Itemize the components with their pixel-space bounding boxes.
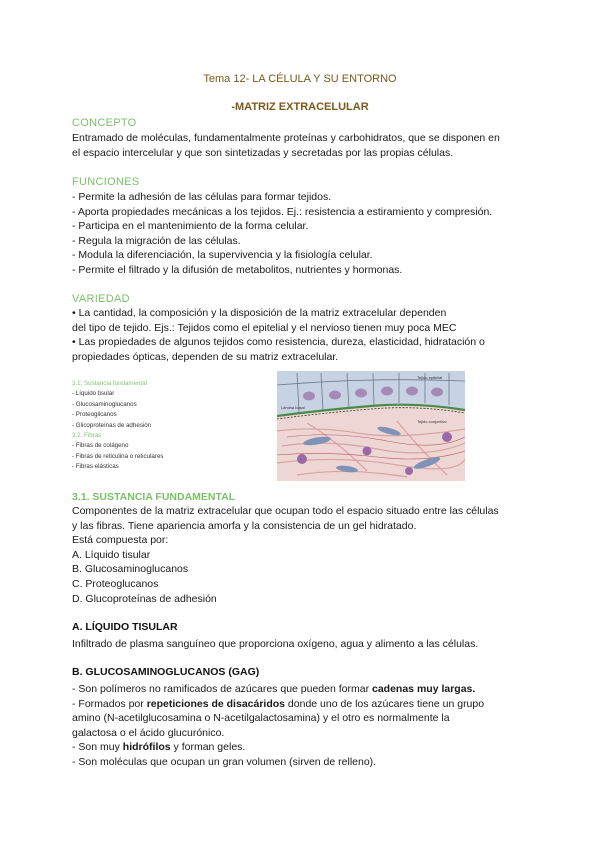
list-item: - Regula la migración de las células. [72, 234, 241, 247]
gag-line [72, 740, 484, 755]
list-item: - Participa en el mantenimiento de la forma celular. [72, 220, 309, 233]
text-run: y forman geles. [170, 741, 246, 754]
gag-line: galactosa o el ácido glucurónico. [72, 726, 225, 739]
variedad-line: del tipo de tejido. Ejs.: Tejidos como el epitelial y el nervioso tienen muy poca MEC [72, 321, 457, 334]
gag-line: amino (N-acetilglucosamina o N-acetilgalactosamina) y el otro es normalmente la [72, 712, 450, 725]
legend-item: - Glucosaminoglucanos [72, 400, 137, 408]
bold-run: hidrófilos [122, 741, 171, 754]
gag-line: - Son moléculas que ocupan un gran volumen (sirven de relleno). [72, 755, 377, 768]
gag-line [72, 682, 484, 697]
sustancia-heading: 3.1. SUSTANCIA FUNDAMENTAL [72, 491, 236, 503]
figure-legend [72, 379, 163, 473]
legend-item: - Fibras de reticulina o reticulares [72, 452, 164, 460]
list-item: - Permite la adhesión de las células para formar tejidos. [72, 191, 332, 203]
funciones-list [72, 190, 492, 278]
concepto-line: Entramado de moléculas, fundamentalmente proteínas y carbohidratos, que se disponen en [72, 132, 500, 144]
list-item: - Modula la diferenciación, la supervivencia y la fisiología celular. [72, 249, 373, 262]
sustancia-line: y las fibras. Tiene apariencia amorfa y la consistencia de un gel hidratado. [72, 519, 417, 532]
label-basal: Lámina basal [281, 405, 305, 410]
sustancia-paragraph [72, 504, 499, 606]
text-run: - Formados por [72, 697, 147, 710]
legend-section-heading: 3.1. Sustancia fundamental [72, 380, 147, 387]
bold-run: repeticiones de disacáridos [146, 697, 286, 710]
list-item: - Permite el filtrado y la difusión de metabolitos, nutrientes y hormonas. [72, 263, 403, 276]
legend-item: - Fibras de colágeno [72, 442, 129, 450]
text-run: - Son polímeros no ramificados de azúcares que pueden formar [72, 683, 372, 695]
legend-section-heading: 3.2. Fibras [72, 432, 102, 440]
variedad-line: propiedades ópticas, dependen de su matriz extracelular. [72, 350, 339, 363]
concepto-paragraph [72, 131, 500, 160]
variedad-paragraph [72, 306, 485, 364]
text-run: - Son muy [72, 741, 123, 754]
list-item: - Aporta propiedades mecánicas a los tejidos. Ej.: resistencia a estiramiento y compresión. [72, 205, 493, 218]
variedad-line: • La cantidad, la composición y la disposición de la matriz extracelular dependen [72, 307, 447, 319]
liquido-line: Infiltrado de plasma sanguíneo que proporciona oxígeno, agua y alimento a las células. [72, 638, 479, 650]
label-connective: Tejido conjuntivo [417, 419, 447, 424]
list-item: B. Glucosaminoglucanos [72, 563, 189, 576]
list-item: D. Glucoproteínas de adhesión [72, 592, 217, 605]
concepto-heading: CONCEPTO [72, 117, 137, 129]
legend-item: - Glicoproteínas de adhesión [72, 421, 152, 429]
list-item: C. Proteoglucanos [72, 577, 159, 590]
variedad-line: • Las propiedades de algunos tejidos como resistencia, dureza, elasticidad, hidratación o [72, 336, 485, 349]
gag-heading: B. GLUCOSAMINOGLUCANOS (GAG) [72, 666, 260, 678]
funciones-heading: FUNCIONES [72, 176, 140, 188]
legend-item: - Proteoglicanos [72, 411, 117, 419]
list-item: A. Líquido tisular [72, 548, 151, 561]
concepto-line: el espacio intercelular y que son sintetizadas y secretadas por las propias células. [72, 146, 454, 159]
gag-paragraph [72, 682, 484, 770]
legend-item: - Líquido tisular [72, 390, 115, 398]
liquido-heading: A. LÍQUIDO TISULAR [72, 621, 178, 633]
document-title: Tema 12- LA CÉLULA Y SU ENTORNO [203, 73, 397, 85]
label-epithelium: Tejido epitelial [417, 375, 443, 380]
document-subtitle: -MATRIZ EXTRACELULAR [231, 101, 369, 113]
legend-item: - Fibras elásticas [72, 463, 119, 471]
sustancia-line: Componentes de la matriz extracelular que ocupan todo el espacio situado entre las células [72, 505, 499, 517]
text-run: donde uno de los azúcares tiene un grupo [285, 697, 485, 710]
gag-line [72, 697, 484, 712]
variedad-heading: VARIEDAD [72, 293, 130, 305]
extracellular-matrix-illustration [277, 371, 465, 481]
sustancia-line: Está compuesta por: [72, 534, 169, 547]
bold-run: cadenas muy largas. [372, 683, 476, 695]
